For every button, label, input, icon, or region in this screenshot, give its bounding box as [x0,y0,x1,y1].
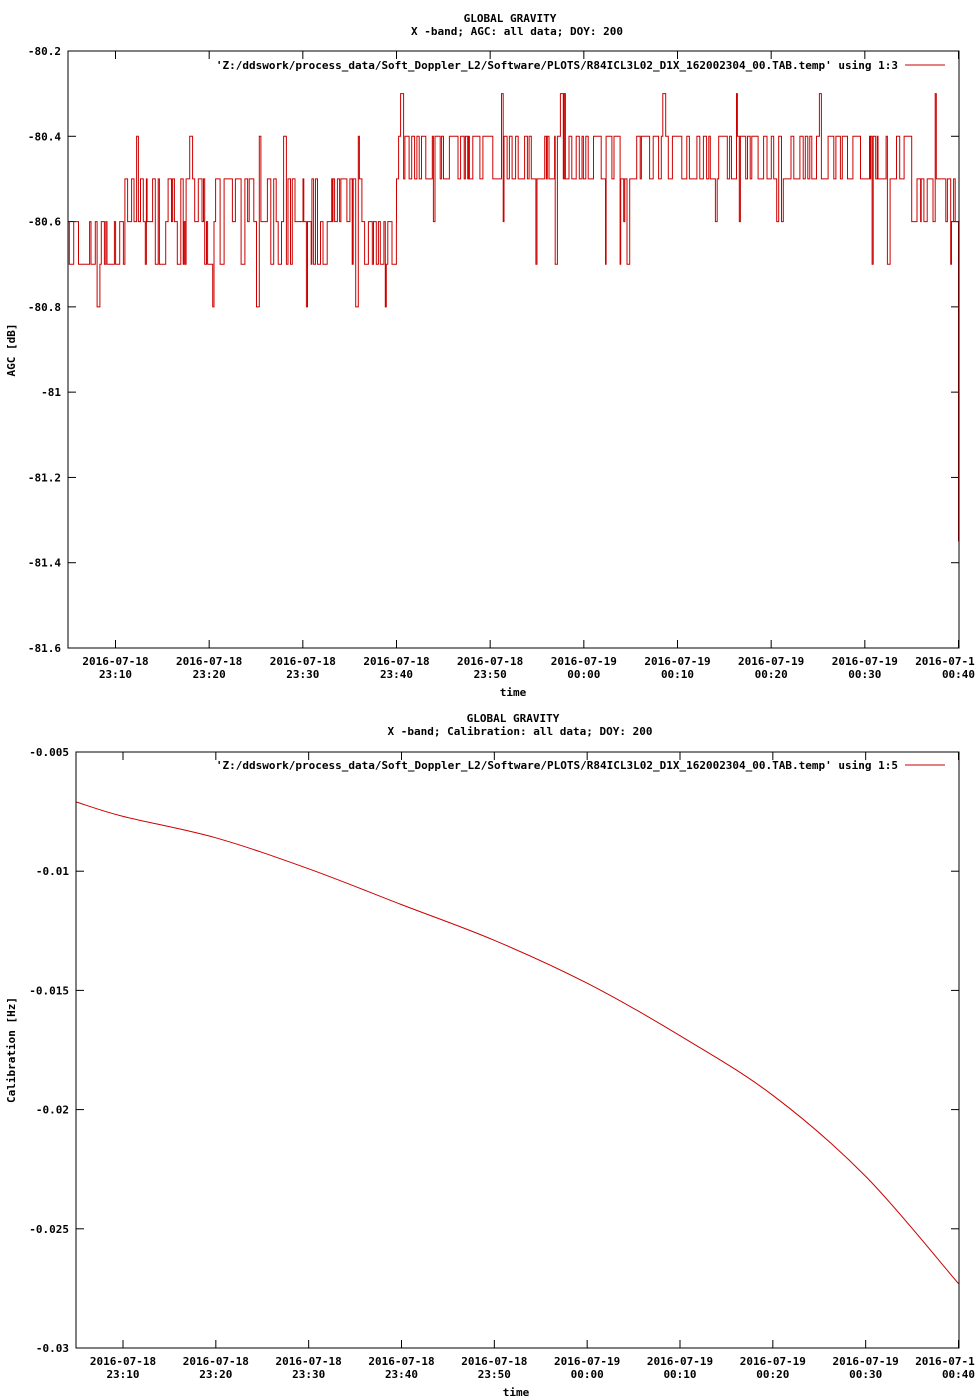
y-tick-label: -80.6 [27,215,61,229]
y-tick-label: -0.025 [29,1222,69,1236]
y-tick-label: -81.2 [27,471,61,485]
x-tick-time: 00:20 [754,668,788,681]
x-tick-time: 23:50 [473,668,507,681]
x-tick-date: 2016-07-18 [461,1355,528,1368]
y-tick-label: -0.01 [35,865,69,879]
y-tick-label: -0.03 [35,1342,69,1355]
x-tick-time: 23:10 [106,1368,140,1381]
x-tick-date: 2016-07-19 [739,1355,806,1368]
x-tick-time: 23:20 [192,668,226,681]
x-tick-time: 23:20 [199,1368,233,1381]
x-tick-date: 2016-07-18 [457,655,524,668]
calibration-x-axis-label: time [502,1386,530,1399]
x-tick-time: 23:30 [292,1368,326,1381]
x-tick-time: 00:20 [756,1368,790,1381]
agc-chart-title: GLOBAL GRAVITY [463,12,557,25]
x-tick-date: 2016-07-19 [831,655,898,668]
calibration-chart-marks [29,746,975,1381]
calibration-chart [5,712,975,1399]
x-tick-time: 23:30 [286,668,320,681]
calibration-series-line [77,802,959,1284]
x-tick-date: 2016-07-1 [915,1355,975,1368]
y-tick-label: -81 [41,386,61,400]
agc-legend-label: 'Z:/ddswork/process_data/Soft_Doppler_L2/Software/PLOTS/R84ICL3L02_D1X_162002304_00.TAB.temp' using 1:3 [215,59,898,72]
x-tick-time: 00:00 [567,668,601,681]
agc-plot-frame [68,51,959,648]
x-tick-time: 00:40 [941,1368,976,1381]
agc-x-axis-label: time [499,686,527,699]
x-tick-time: 23:40 [384,1368,419,1381]
calibration-legend-label: 'Z:/ddswork/process_data/Soft_Doppler_L2/Software/PLOTS/R84ICL3L02_D1X_162002304_00.TAB.temp' using 1:5 [215,759,898,772]
x-tick-time: 23:50 [477,1368,511,1381]
x-tick-time: 00:00 [570,1368,604,1381]
y-tick-label: -0.02 [35,1103,69,1117]
y-tick-label: -81.6 [27,642,61,655]
x-tick-time: 00:30 [848,668,882,681]
agc-series-line [69,94,959,542]
x-tick-date: 2016-07-18 [89,1355,157,1368]
agc-chart-subtitle: X -band; AGC: all data; DOY: 200 [411,25,623,38]
x-tick-date: 2016-07-19 [738,655,805,668]
y-tick-label: -80.8 [27,300,61,314]
y-tick-label: -0.015 [29,984,69,998]
agc-y-axis-label: AGC [dB] [5,323,18,377]
x-tick-date: 2016-07-18 [363,655,430,668]
x-tick-date: 2016-07-18 [176,655,243,668]
x-tick-time: 23:10 [98,668,133,681]
x-tick-time: 00:30 [849,1368,883,1381]
calibration-y-axis-label: Calibration [Hz] [5,997,18,1103]
agc-chart-marks [28,45,975,681]
x-tick-time: 00:10 [663,1368,697,1381]
x-tick-date: 2016-07-19 [644,655,711,668]
calibration-plot-frame [76,752,959,1348]
y-tick-label: -81.4 [27,556,61,570]
agc-chart [5,12,975,699]
x-tick-date: 2016-07-18 [182,1355,249,1368]
x-tick-date: 2016-07-18 [275,1355,342,1368]
y-tick-label: -0.005 [29,746,69,759]
x-tick-date: 2016-07-19 [646,1355,714,1368]
calibration-chart-title: GLOBAL GRAVITY [466,712,560,725]
x-tick-time: 00:10 [660,668,695,681]
x-tick-time: 23:40 [379,668,414,681]
x-tick-date: 2016-07-18 [82,655,149,668]
x-tick-date: 2016-07-1 [915,655,975,668]
x-tick-date: 2016-07-19 [550,655,617,668]
x-tick-date: 2016-07-18 [269,655,336,668]
y-tick-label: -80.2 [27,45,61,58]
x-tick-time: 00:40 [941,668,976,681]
x-tick-date: 2016-07-19 [554,1355,621,1368]
x-tick-date: 2016-07-18 [368,1355,435,1368]
calibration-chart-subtitle: X -band; Calibration: all data; DOY: 200 [387,725,653,738]
y-tick-label: -80.4 [27,130,61,144]
x-tick-date: 2016-07-19 [832,1355,899,1368]
